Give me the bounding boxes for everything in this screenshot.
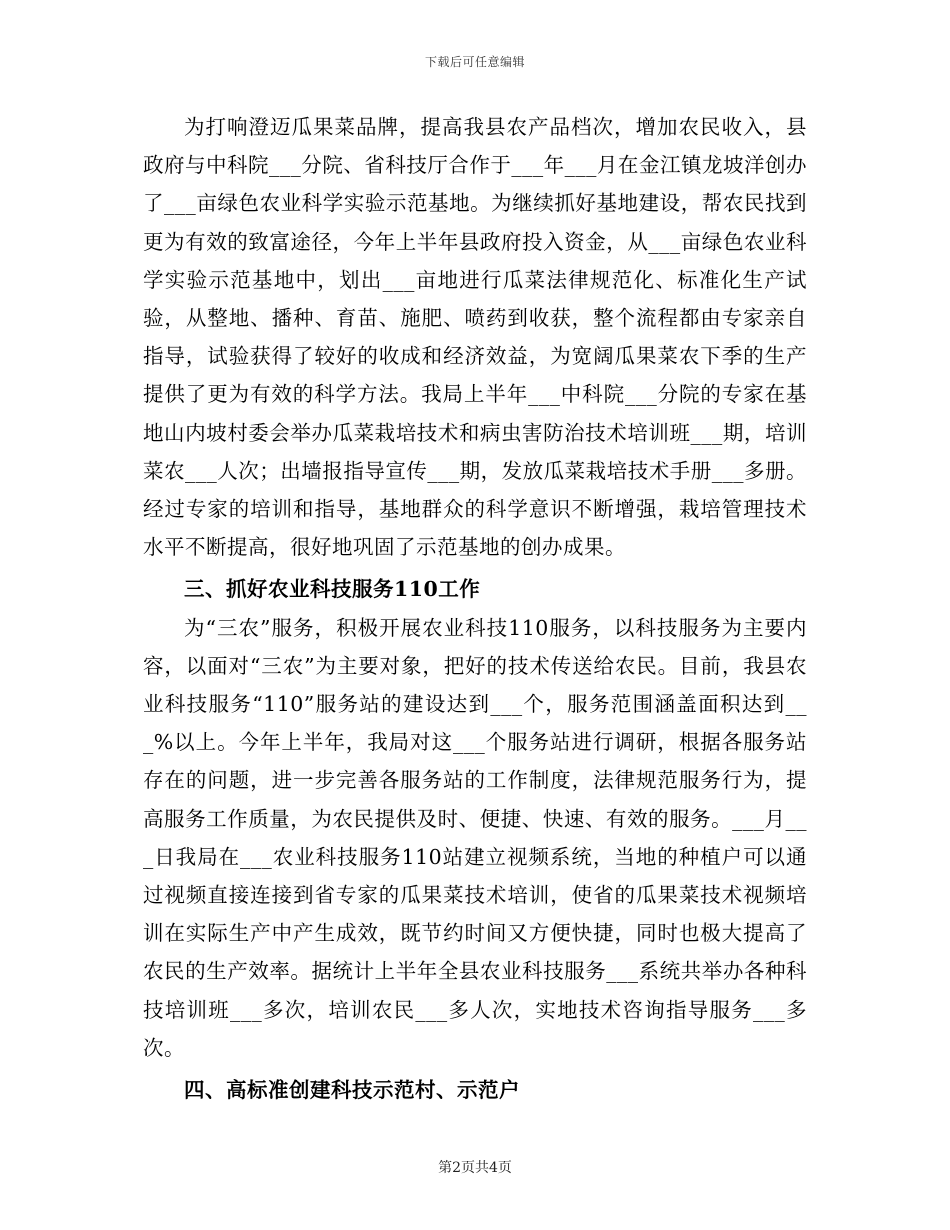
page-header-note: 下载后可任意编辑 bbox=[424, 55, 525, 69]
paragraph-base-construction: 为打响澄迈瓜果菜品牌，提高我县农产品档次，增加农民收入，县政府与中科院___分院、省科技厅合作于___年___月在金江镇龙坡洋创办了___亩绿色农业科学实验示范基地。为继续抓好基地建设，帮农民找到更为有效的致富途径，今年上半年县政府投入资金，从___亩绿色农业科学实验示范基地中，划出___亩地进行瓜菜法律规范化、标准化生产试验，从整地、播种、育苗、施肥、喷药到收获，整个流程都由专家亲自指导，试验获得了较好的收成和经济效益，为宽阔瓜果菜农下季的生产提供了更为有效的科学方法。我局上半年___中科院___分院的专家在基地山内坡村委会举办瓜菜栽培技术和病虫害防治技术培训班___期，培训菜农___人次；出墙报指导宣传___期，发放瓜菜栽培技术手册___多册。经过专家的培训和指导，基地群众的科学意识不断增强，栽培管理技术水平不断提高，很好地巩固了示范基地的创办成果。 bbox=[143, 115, 807, 560]
document-body bbox=[143, 108, 807, 1109]
paragraph-110-service: 为“三农”服务，积极开展农业科技110服务，以科技服务为主要内容，以面对“三农”为主要对象，把好的技术传送给农民。目前，我县农业科技服务“110”服务站的建设达到___个，服务范围涵盖面积达到___%以上。今年上半年，我局对这___个服务站进行调研，根据各服务站存在的问题，进一步完善各服务站的工作制度，法律规范服务行为，提高服务工作质量，为农民提供及时、便捷、快速、有效的服务。___月___日我局在___农业科技服务110站建立视频系统，当地的种植户可以通过视频直接连接到省专家的瓜果菜技术培训，使省的瓜果菜技术视频培训在实际生产中产生成效，既节约时间又方便快捷，同时也极大提高了农民的生产效率。据统计上半年全县农业科技服务___系统共举办各种科技培训班___多次，培训农民___多人次，实地技术咨询指导服务___多次。 bbox=[143, 615, 807, 1060]
page-number-footer: 第2页共4页 bbox=[438, 1160, 512, 1176]
section-heading-4: 四、高标准创建科技示范村、示范户 bbox=[184, 1078, 520, 1103]
section-heading-3: 三、抓好农业科技服务110工作 bbox=[184, 577, 481, 602]
